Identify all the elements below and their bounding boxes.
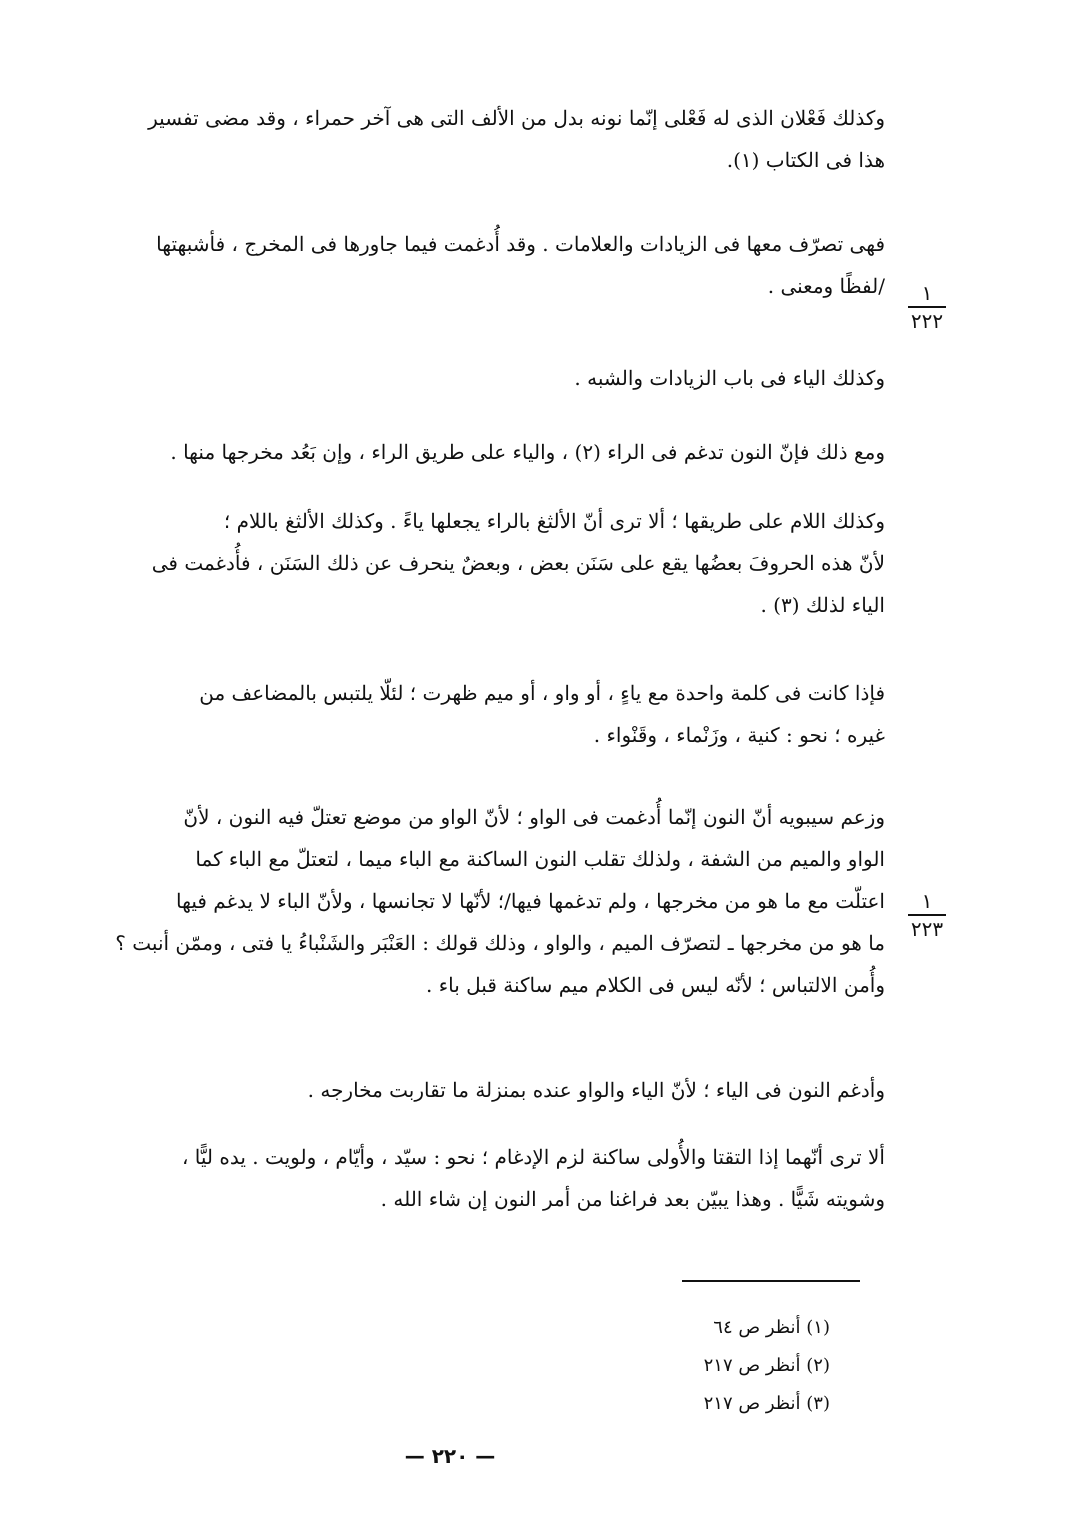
- paragraph-5: [30, 500, 885, 626]
- text-line: غيره ؛ نحو : كنية ، وزَنْماء ، وقَنْواء .: [593, 723, 885, 747]
- text-line: وزعم سيبويه أنّ النون إنّما أُدغمت فى الواو ؛ لأنّ الواو من موضع تعتلّ فيه النون ، لأنّ: [183, 805, 885, 829]
- text-line: اعتلّت مع ما هو من مخرجها ، ولم تدغمها فيها/؛ لأنّها لا تجانسها ، ولأنّ الباء لا يدغم فيها: [176, 889, 885, 913]
- marker-bottom: ٢٢٢: [910, 309, 944, 333]
- footnote-separator: [682, 1280, 860, 1282]
- text-line: الياء لذلك (٣) .: [760, 593, 885, 617]
- margin-page-marker: [902, 282, 952, 332]
- text-line: وأدغم النون فى الياء ؛ لأنّ الياء والواو عنده بمنزلة ما تقاربت مخارجه .: [307, 1078, 885, 1102]
- page-number: — ٢٢٠ —: [404, 1444, 496, 1468]
- text-line: فهى تصرّف معها فى الزيادات والعلامات . وقد أُدغمت فيما جاورها فى المخرج ، فأشبهتها: [156, 232, 885, 256]
- margin-page-marker: [902, 890, 952, 940]
- marker-divider: [908, 306, 946, 308]
- paragraph-2: [30, 223, 885, 307]
- text-line: وكذلك الياء فى باب الزيادات والشبه .: [574, 366, 885, 390]
- text-line: وكذلك فَعْلان الذى له فَعْلى إنّما نونه بدل من الألف التى هى آخر حمراء ، وقد مضى تفسير: [148, 106, 885, 130]
- text-line: /لفظًا ومعنى .: [767, 274, 885, 298]
- text-line: وأُمن الالتباس ؛ لأنّه ليس فى الكلام ميم ساكنة قبل باء .: [426, 973, 885, 997]
- text-line: ما هو من مخرجها ـ لتصرّف الميم ، والواو ، وذلك قولك : العَنْبَر والشَنْباءُ يا فتى ، وممّن أنبت ؟: [115, 931, 885, 955]
- footnote: (١) أنظر ص ٦٤: [713, 1317, 830, 1338]
- footnote: (٣) أنظر ص ٢١٧: [703, 1393, 830, 1414]
- marker-top: ١: [921, 889, 933, 913]
- marker-divider: [908, 914, 946, 916]
- paragraph-9: [30, 1136, 885, 1220]
- text-line: فإذا كانت فى كلمة واحدة مع ياءٍ ، أو واو ، أو ميم ظهرت ؛ لئلّا يلتبس بالمضاعف من: [199, 681, 885, 705]
- paragraph-6: [30, 672, 885, 756]
- text-line: وشويته شَيًّا . وهذا يبيّن بعد فراغنا من أمر النون إن شاء الله .: [380, 1187, 885, 1211]
- paragraph-7: [30, 796, 885, 1006]
- paragraph-1: [30, 97, 885, 181]
- text-line: الواو والميم من الشفة ، ولذلك تقلب النون الساكنة مع الباء ميما ، لتعتلّ مع الباء كما: [195, 847, 885, 871]
- text-line: ومع ذلك فإنّ النون تدغم فى الراء (٢) ، والياء على طريق الراء ، وإن بَعُد مخرجها منها .: [170, 440, 885, 464]
- text-line: وكذلك اللام على طريقها ؛ ألا ترى أنّ الألثغ بالراء يجعلها ياءً . وكذلك الألثغ باللام ؛: [223, 509, 885, 533]
- marker-bottom: ٢٢٣: [910, 917, 944, 941]
- marker-top: ١: [921, 281, 933, 305]
- footnote: (٢) أنظر ص ٢١٧: [703, 1355, 830, 1376]
- paragraph-3: [30, 357, 885, 399]
- text-line: ألا ترى أنّهما إذا التقتا والأُولى ساكنة لزم الإدغام ؛ نحو : سيّد ، وأيّام ، ولويت . يده ليًّا ،: [181, 1145, 885, 1169]
- paragraph-8: [30, 1069, 885, 1111]
- paragraph-4: [30, 431, 885, 473]
- text-line: لأنّ هذه الحروفَ بعضُها يقع على سَنَن بعض ، وبعضٌ ينحرف عن ذلك السَنَن ، فأُدغمت فى: [151, 551, 885, 575]
- text-line: هذا فى الكتاب (١).: [726, 148, 885, 172]
